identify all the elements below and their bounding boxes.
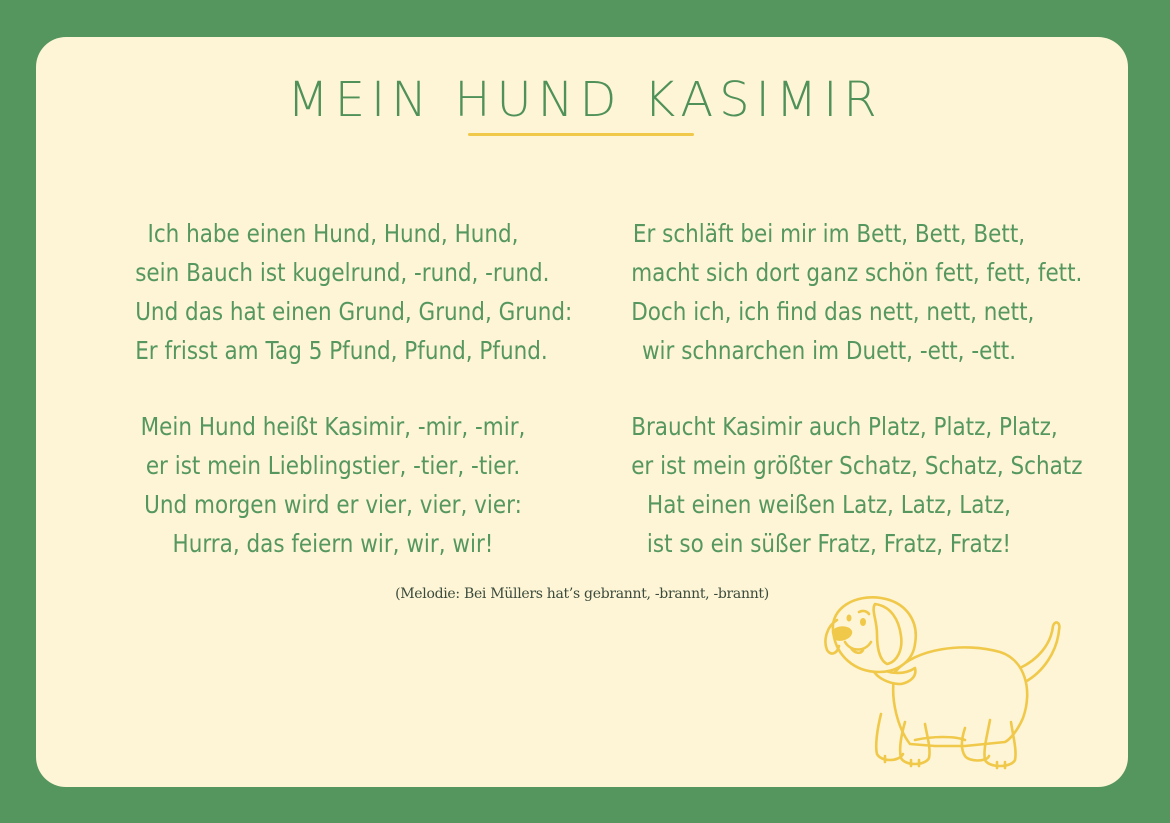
verse-line: Mein Hund heißt Kasimir, -mir, -mir, (140, 412, 526, 441)
verse-line: Ich habe einen Hund, Hund, Hund, (147, 219, 519, 248)
melody-note: (Melodie: Bei Müllers hat’s gebrannt, -brannt, -brannt) (395, 586, 769, 602)
verse-line: Doch ich, ich find das nett, nett, nett, (631, 297, 1035, 326)
verse-line: macht sich dort ganz schön fett, fett, fett. (631, 258, 1083, 287)
left-column (103, 214, 573, 600)
verse-line: Und morgen wird er vier, vier, vier: (144, 490, 522, 519)
verse-line: Braucht Kasimir auch Platz, Platz, Platz, (631, 412, 1058, 441)
stanza-2 (103, 407, 563, 563)
stanza-1 (103, 214, 573, 370)
verse-line: er ist mein größter Schatz, Schatz, Schatz (631, 451, 1083, 480)
dog-illustration (815, 590, 1065, 775)
verse-line: sein Bauch ist kugelrund, -rund, -rund. (135, 258, 550, 287)
stanza-3 (599, 214, 1083, 370)
verse-line: Er frisst am Tag 5 Pfund, Pfund, Pfund. (135, 336, 548, 365)
verse-line: Er schläft bei mir im Bett, Bett, Bett, (632, 219, 1026, 248)
stanza-4 (599, 407, 1083, 563)
verse-line: Hurra, das feiern wir, wir, wir! (172, 529, 494, 558)
right-column (599, 214, 1083, 600)
title-underline (468, 133, 694, 136)
verse-line: ist so ein süßer Fratz, Fratz, Fratz! (646, 529, 1012, 558)
song-title: MEIN HUND KASIMIR (287, 72, 883, 128)
verse-line: Und das hat einen Grund, Grund, Grund: (135, 297, 573, 326)
verse-line: er ist mein Lieblingstier, -tier, -tier. (145, 451, 521, 480)
verse-line: wir schnarchen im Duett, -ett, -ett. (641, 336, 1017, 365)
verse-line: Hat einen weißen Latz, Latz, Latz, (647, 490, 1011, 519)
